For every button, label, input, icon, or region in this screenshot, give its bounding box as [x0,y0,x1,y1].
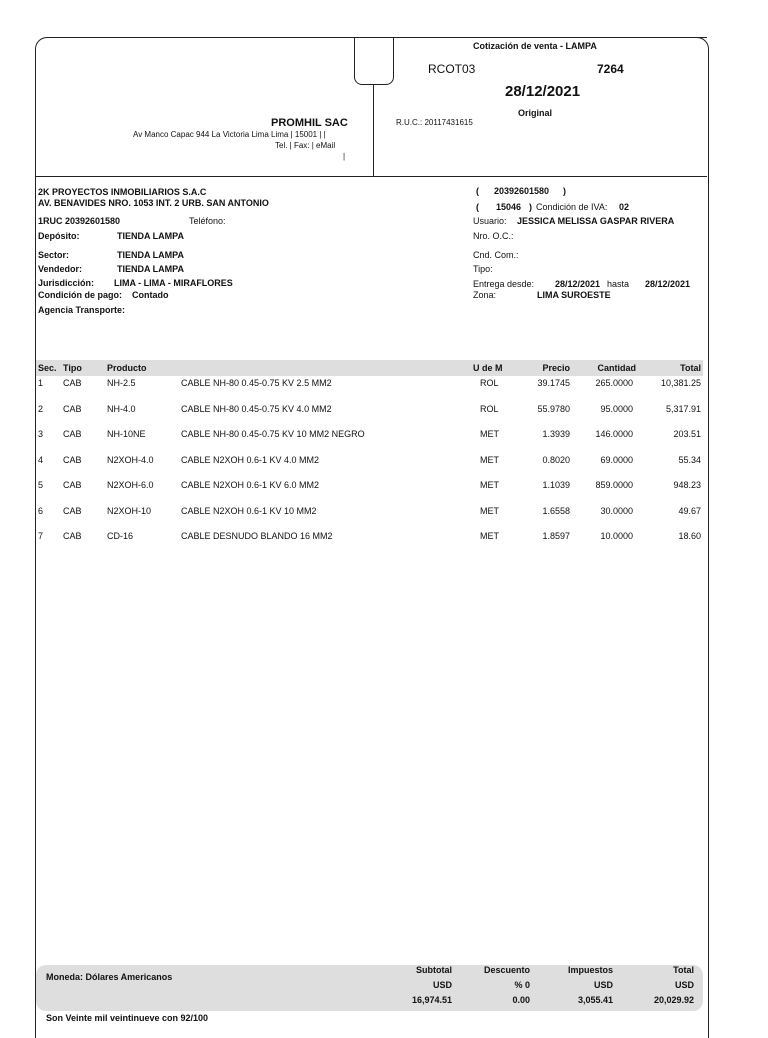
client-address: AV. BENAVIDES NRO. 1053 INT. 2 URB. SAN ANTONIO [38,198,269,208]
row-descripcion: CABLE NH-80 0.45-0.75 KV 2.5 MM2 [181,378,332,388]
row-tipo: CAB [63,429,82,439]
jurisdiccion-label: Jurisdicción: [38,278,95,288]
col-producto: Producto [107,363,147,373]
total-currency: USD [674,980,694,990]
taxes-currency: USD [593,980,613,990]
row-um: MET [480,480,499,490]
row-total: 10,381.25 [660,378,701,388]
row-total: 49.67 [678,506,701,516]
row-cantidad: 10.0000 [600,531,633,541]
entrega-hasta-label: hasta [607,279,630,289]
row-total: 5,317.91 [665,404,701,414]
row-sec: 1 [38,378,44,388]
logo-placeholder [354,37,394,85]
header-center-divider [373,83,374,177]
row-tipo: CAB [63,531,82,541]
cnd-com-label: Cnd. Com.: [473,250,519,260]
row-codigo: NH-10NE [107,429,146,439]
vendedor-value: TIENDA LAMPA [117,264,184,274]
row-precio: 1.8597 [542,531,570,541]
copy-label: Original [518,108,553,118]
row-um: MET [480,506,499,516]
client-doc-id: 20392601580 [494,186,550,196]
row-descripcion: CABLE NH-80 0.45-0.75 KV 10 MM2 NEGRO [181,429,365,439]
col-precio: Precio [542,363,570,373]
vendedor-label: Vendedor: [38,264,83,274]
row-tipo: CAB [63,506,82,516]
doc-id-close: ) [563,186,566,196]
row-um: MET [480,531,499,541]
row-precio: 1.1039 [542,480,570,490]
company-ruc: R.U.C.: 20117431615 [396,118,473,127]
document-number: 7264 [597,62,624,76]
row-total: 18.60 [678,531,701,541]
nro-oc-label: Nro. O.C.: [473,231,514,241]
row-codigo: NH-2.5 [107,378,136,388]
zona-label: Zona: [473,290,497,300]
row-tipo: CAB [63,378,82,388]
subtotal-label: Subtotal [416,965,452,975]
taxes-label: Impuestos [567,965,613,975]
condicion-label: Condición de pago: [38,290,122,300]
col-total: Total [680,363,701,373]
row-total: 203.51 [673,429,701,439]
row-tipo: CAB [63,404,82,414]
row-descripcion: CABLE N2XOH 0.6-1 KV 10 MM2 [181,506,317,516]
total-value: 20,029.92 [653,995,694,1005]
header-divider [36,176,707,177]
row-precio: 1.6558 [542,506,570,516]
usuario-value: JESSICA MELISSA GASPAR RIVERA [517,216,675,226]
row-descripcion: CABLE N2XOH 0.6-1 KV 6.0 MM2 [181,480,320,490]
company-contact-extra: | [343,152,346,161]
row-codigo: N2XOH-6.0 [107,480,154,490]
col-udm: U de M [473,363,503,373]
row-descripcion: CABLE N2XOH 0.6-1 KV 4.0 MM2 [181,455,320,465]
row-precio: 1.3939 [542,429,570,439]
row-tipo: CAB [63,455,82,465]
sector-value: TIENDA LAMPA [117,250,184,260]
sector-label: Sector: [38,250,70,260]
row-sec: 5 [38,480,44,490]
company-address: Av Manco Capac 944 La Victoria Lima Lima | 15001 | | [133,130,326,139]
entrega-from: 28/12/2021 [555,279,601,289]
row-cantidad: 69.0000 [600,455,633,465]
iva-label: Condición de IVA: [536,202,608,212]
discount-label: Descuento [483,965,530,975]
row-sec: 7 [38,531,44,541]
discount-percent: % 0 [514,980,530,990]
row-um: MET [480,455,499,465]
document-type: Cotización de venta - LAMPA [473,41,597,51]
row-um: ROL [480,404,499,414]
row-cantidad: 146.0000 [595,429,633,439]
company-name: PROMHIL SAC [271,117,348,129]
code-open: ( [476,202,479,212]
amount-in-words: Son Veinte mil veintinueve con 92/100 [46,1013,209,1023]
doc-id-open: ( [476,186,479,196]
row-cantidad: 265.0000 [595,378,633,388]
row-um: MET [480,429,499,439]
discount-value: 0.00 [512,995,530,1005]
row-codigo: CD-16 [107,531,134,541]
col-sec: Sec. [38,363,57,373]
header-top-line [392,37,707,38]
subtotal-value: 16,974.51 [411,995,452,1005]
row-total: 948.23 [673,480,701,490]
row-precio: 39.1745 [537,378,570,388]
company-contact: Tel. | Fax: | eMail [275,141,336,150]
col-tipo: Tipo [63,363,82,373]
document-date: 28/12/2021 [505,83,581,100]
row-descripcion: CABLE DESNUDO BLANDO 16 MM2 [181,531,333,541]
document-series: RCOT03 [428,62,476,76]
iva-value: 02 [619,202,630,212]
row-cantidad: 30.0000 [600,506,633,516]
row-cantidad: 859.0000 [595,480,633,490]
col-cantidad: Cantidad [597,363,636,373]
client-phone-label: Teléfono: [189,216,226,226]
row-codigo: N2XOH-10 [107,506,152,516]
taxes-value: 3,055.41 [577,995,613,1005]
deposito-label: Depósito: [38,231,80,241]
jurisdiccion-value: LIMA - LIMA - MIRAFLORES [114,278,233,288]
row-descripcion: CABLE NH-80 0.45-0.75 KV 4.0 MM2 [181,404,332,414]
zona-value: LIMA SUROESTE [537,290,611,300]
row-sec: 6 [38,506,44,516]
row-cantidad: 95.0000 [600,404,633,414]
usuario-label: Usuario: [473,216,507,226]
client-ruc: 1RUC 20392601580 [38,216,121,226]
row-precio: 0.8020 [542,455,570,465]
agencia-label: Agencia Transporte: [38,305,126,315]
row-codigo: N2XOH-4.0 [107,455,154,465]
row-um: ROL [480,378,499,388]
row-total: 55.34 [678,455,701,465]
row-codigo: NH-4.0 [107,404,136,414]
client-name: 2K PROYECTOS INMOBILIARIOS S.A.C [38,187,207,197]
row-sec: 3 [38,429,44,439]
row-precio: 55.9780 [537,404,570,414]
row-sec: 4 [38,455,44,465]
code-close: ) [529,202,532,212]
row-tipo: CAB [63,480,82,490]
row-sec: 2 [38,404,44,414]
tipo-label: Tipo: [473,264,493,274]
entrega-to: 28/12/2021 [645,279,691,289]
total-label: Total [673,965,694,975]
entrega-label: Entrega desde: [473,279,535,289]
condicion-value: Contado [132,290,169,300]
subtotal-currency: USD [432,980,452,990]
currency-label: Moneda: Dólares Americanos [46,972,173,982]
client-code: 15046 [496,202,522,212]
deposito-value: TIENDA LAMPA [117,231,184,241]
